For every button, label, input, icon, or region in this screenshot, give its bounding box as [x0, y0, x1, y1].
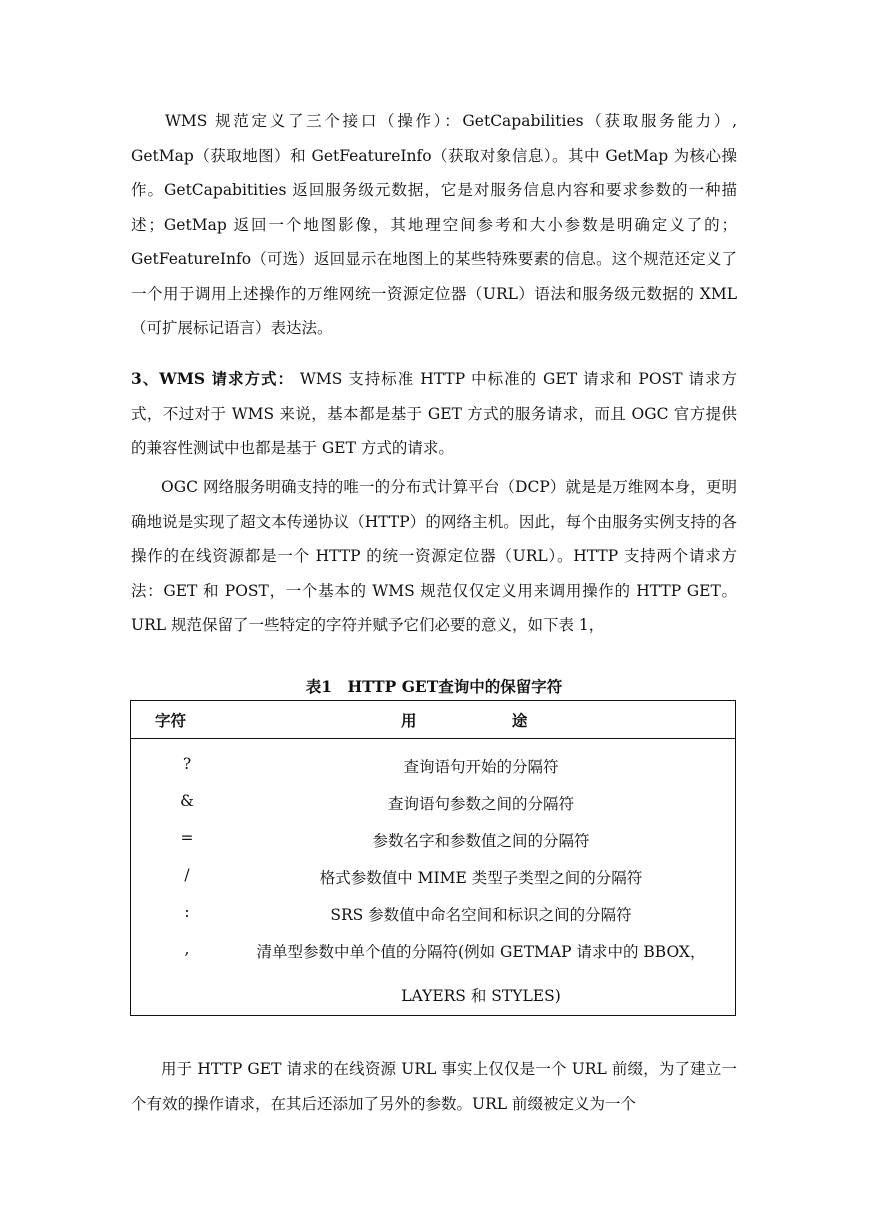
table-row: [131, 932, 735, 1012]
header-use: 用 途: [401, 711, 528, 730]
table-row: [131, 747, 735, 784]
cell-use: 查询语句开始的分隔符: [403, 758, 559, 776]
reserved-chars-table: [130, 700, 736, 1016]
cell-char: :: [184, 903, 190, 921]
cell-char: /: [184, 866, 190, 884]
table-header: [131, 701, 735, 739]
paragraph-url-prefix: 用于 HTTP GET 请求的在线资源 URL 事实上仅仅是一个 URL 前缀，为了建立一个有效的操作请求，在其后还添加了另外的参数。URL 前缀被定义为一个: [131, 1060, 737, 1113]
cell-char: ,: [184, 940, 190, 958]
paragraph-wms-interfaces: WMS 规范定义了三个接口（操作）：GetCapabilities（获取服务能力）, GetMap（获取地图）和 GetFeatureInfo（获取对象信息）。其中 GetMap 为核心操作。GetCapabitities 返回服务级元数据，它是对服务信息内容和要求参数的一种描述；GetMap 返回一个地图影像，其地理空间参考和大小参数是明确定义了的；GetFeatureInfo（可选）返回显示在地图上的某些特殊要素的信息。这个规范还定义了一个用于调用上述操作的万维网统一资源定位器（URL）语法和服务级元数据的 XML（可扩展标记语言）表达法。: [131, 112, 737, 337]
cell-use: 清单型参数中单个值的分隔符(例如 GETMAP 请求中的 BBOX，LAYERS 和 STYLES): [256, 943, 706, 1005]
section-body: WMS 支持标准 HTTP 中标准的 GET 请求和 POST 请求方式，不过对于 WMS 来说，基本都是基于 GET 方式的服务请求，而且 OGC 官方提供的兼容性测试中也都是基于 GET 方式的请求。: [131, 370, 737, 457]
cell-use: 查询语句参数之间的分隔符: [387, 795, 574, 813]
paragraph-wms-request-methods: [131, 362, 737, 466]
table-row: [131, 895, 735, 932]
section-heading: 3、WMS 请求方式：: [131, 369, 294, 388]
cell-char: ?: [182, 755, 192, 773]
table-caption: 表1 HTTP GET查询中的保留字符: [305, 677, 563, 696]
paragraph-ogc-dcp: OGC 网络服务明确支持的唯一的分布式计算平台（DCP）就是是万维网本身，更明确地说是实现了超文本传递协议（HTTP）的网络主机。因此，每个由服务实例支持的各操作的在线资源都是一个 HTTP 的统一资源定位器（URL）。HTTP 支持两个请求方法：GET 和 POST，一个基本的 WMS 规范仅仅定义用来调用操作的 HTTP GET。URL 规范保留了一些特定的字符并赋予它们必要的意义，如下表 1，: [131, 478, 737, 634]
cell-char: &: [180, 792, 194, 810]
table-row: [131, 858, 735, 895]
table-row: [131, 821, 735, 858]
cell-use: 参数名字和参数值之间的分隔符: [372, 832, 590, 850]
cell-use: 格式参数值中 MIME 类型子类型之间的分隔符: [319, 869, 643, 887]
cell-use: SRS 参数值中命名空间和标识之间的分隔符: [330, 906, 632, 924]
cell-char: =: [180, 829, 194, 847]
header-char: 字符: [155, 711, 187, 730]
table-row: [131, 784, 735, 821]
